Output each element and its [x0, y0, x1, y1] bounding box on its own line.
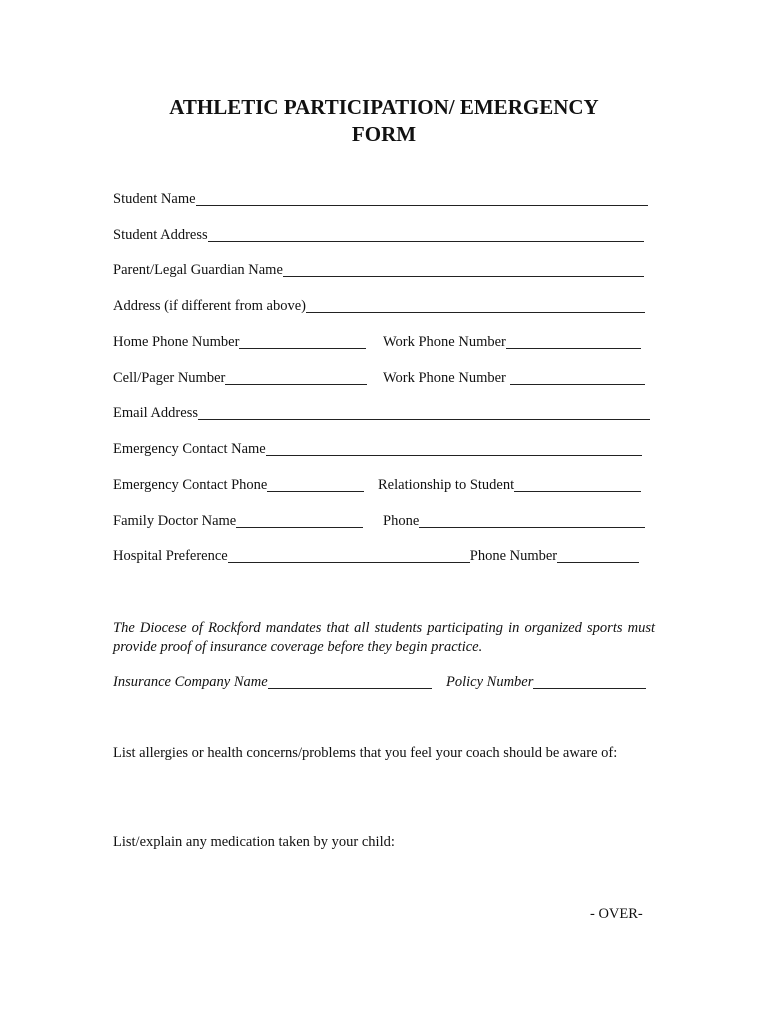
doctor-phone-field[interactable]	[419, 513, 645, 528]
hospital-row	[113, 546, 639, 566]
student-address-row	[113, 225, 644, 245]
cell-pager-group	[113, 368, 383, 388]
home-phone-group	[113, 332, 383, 352]
emergency-phone-group	[113, 475, 378, 495]
doctor-row	[113, 511, 645, 531]
hospital-field[interactable]	[228, 548, 470, 563]
relationship-label: Relationship to Student	[378, 477, 515, 493]
email-field[interactable]	[198, 405, 650, 420]
emergency-phone-field[interactable]	[267, 477, 364, 492]
hospital-phone-field[interactable]	[557, 548, 639, 563]
student-address-label: Student Address	[113, 227, 208, 243]
home-phone-field[interactable]	[239, 334, 366, 349]
policy-number-field[interactable]	[533, 674, 646, 689]
insurance-company-field[interactable]	[268, 674, 432, 689]
student-name-field[interactable]	[196, 191, 648, 206]
work-phone-field-1[interactable]	[506, 334, 641, 349]
work-phone-label-2: Work Phone Number	[383, 370, 506, 386]
doctor-field[interactable]	[236, 513, 363, 528]
allergies-prompt: List allergies or health concerns/problems that you feel your coach should be aware of:	[113, 745, 618, 761]
alternate-address-field[interactable]	[306, 298, 645, 313]
emergency-name-row	[113, 439, 642, 459]
alternate-address-label: Address (if different from above)	[113, 298, 306, 314]
policy-number-group	[446, 672, 646, 692]
email-row	[113, 403, 650, 423]
work-phone-field-2[interactable]	[510, 370, 645, 385]
student-name-label: Student Name	[113, 191, 196, 207]
work-phone-group-2	[383, 368, 645, 388]
insurance-company-group	[113, 672, 446, 692]
doctor-label: Family Doctor Name	[113, 513, 237, 529]
guardian-name-label: Parent/Legal Guardian Name	[113, 262, 283, 278]
over-footer: - OVER-	[590, 906, 643, 922]
student-address-field[interactable]	[208, 227, 644, 242]
relationship-group	[378, 475, 641, 495]
form-title-line-2: FORM	[351, 122, 417, 146]
cell-pager-label: Cell/Pager Number	[113, 370, 226, 386]
home-phone-label: Home Phone Number	[113, 334, 240, 350]
cell-pager-field[interactable]	[225, 370, 367, 385]
medication-prompt: List/explain any medication taken by your child:	[113, 834, 395, 850]
doctor-phone-group	[383, 511, 645, 531]
alternate-address-row	[113, 296, 645, 316]
work-phone-group-1	[383, 332, 641, 352]
relationship-field[interactable]	[514, 477, 641, 492]
guardian-name-row	[113, 260, 644, 280]
allergies-answer-area[interactable]	[113, 766, 655, 826]
form-title-line-1: ATHLETIC PARTICIPATION/ EMERGENCY	[169, 95, 599, 119]
insurance-notice: The Diocese of Rockford mandates that all students participating in organized sports must provide proof of insurance coverage before they begin practice.	[113, 620, 655, 655]
guardian-name-field[interactable]	[283, 262, 644, 277]
form-title	[0, 94, 768, 148]
emergency-phone-label: Emergency Contact Phone	[113, 477, 268, 493]
insurance-row	[113, 672, 646, 692]
emergency-phone-row	[113, 475, 641, 495]
phone-row-2	[113, 368, 645, 388]
policy-number-label: Policy Number	[446, 674, 534, 690]
emergency-name-label: Emergency Contact Name	[113, 441, 266, 457]
insurance-company-label: Insurance Company Name	[113, 674, 268, 690]
emergency-name-field[interactable]	[266, 441, 642, 456]
hospital-label: Hospital Preference	[113, 548, 228, 564]
doctor-phone-label: Phone	[383, 513, 420, 529]
doctor-group	[113, 511, 383, 531]
medication-answer-area[interactable]	[113, 855, 655, 899]
email-label: Email Address	[113, 405, 198, 421]
phone-row-1	[113, 332, 641, 352]
work-phone-label-1: Work Phone Number	[383, 334, 506, 350]
student-name-row	[113, 189, 648, 209]
hospital-phone-label: Phone Number	[469, 548, 558, 564]
